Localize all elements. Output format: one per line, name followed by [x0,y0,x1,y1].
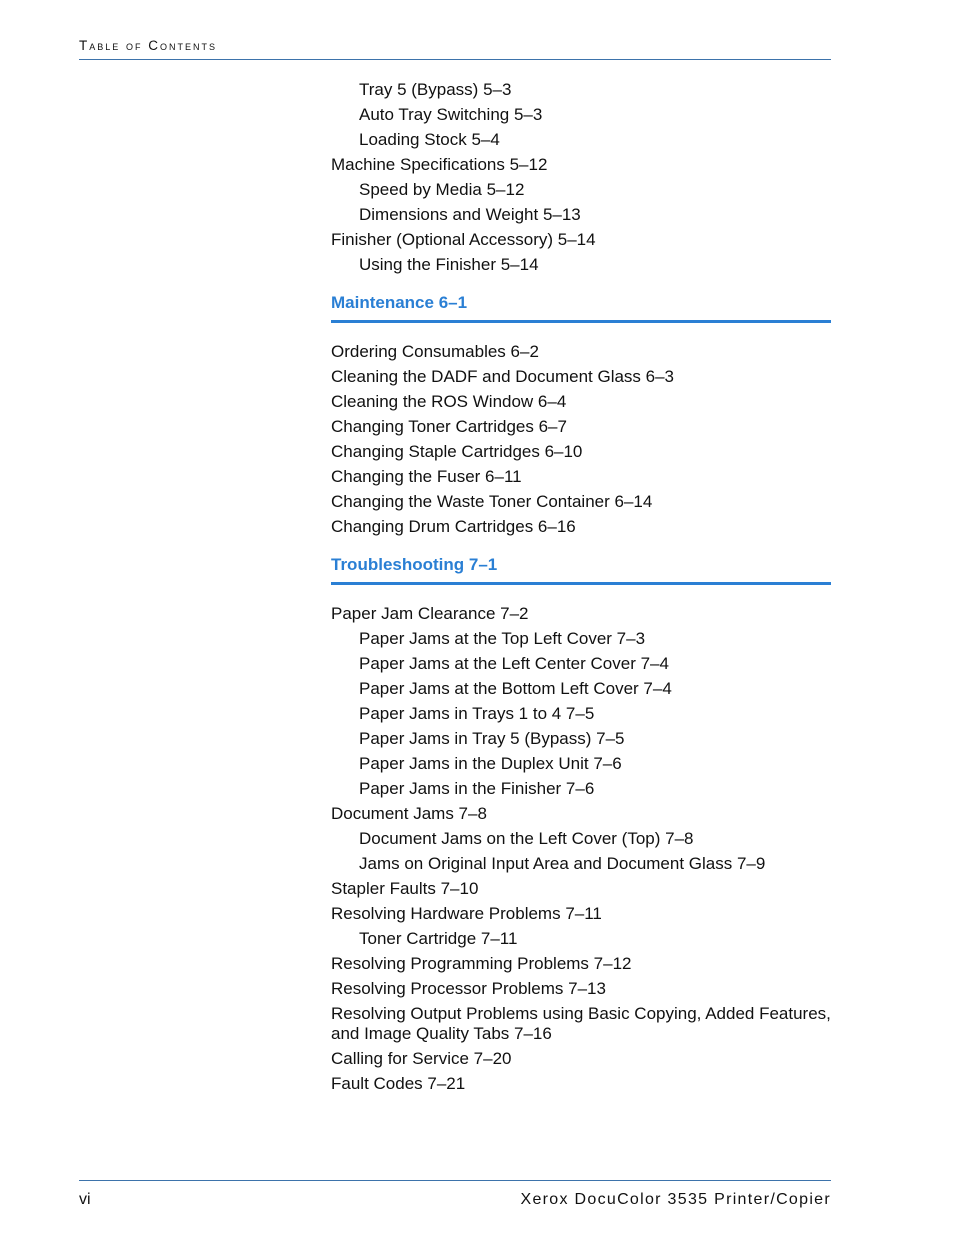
toc-entry[interactable]: Jams on Original Input Area and Document Glass 7–9 [359,854,766,873]
maintenance-section-heading [331,292,831,323]
running-header-title: Table of Contents [79,38,218,53]
footer-rule [79,1180,831,1181]
toc-entry[interactable]: Auto Tray Switching 5–3 [359,105,543,124]
toc-entry[interactable]: Finisher (Optional Accessory) 5–14 [331,230,596,249]
toc-entry[interactable]: Document Jams 7–8 [331,804,487,823]
toc-entry[interactable]: Cleaning the ROS Window 6–4 [331,392,567,411]
toc-entry[interactable]: Paper Jam Clearance 7–2 [331,604,529,623]
section-rule [331,582,831,585]
toc-entry[interactable]: Paper Jams in Tray 5 (Bypass) 7–5 [359,729,625,748]
toc-entry[interactable]: Paper Jams at the Top Left Cover 7–3 [359,629,646,648]
toc-entry[interactable]: Stapler Faults 7–10 [331,879,479,898]
toc-entry[interactable]: Loading Stock 5–4 [359,130,500,149]
toc-intro-list [331,77,831,277]
toc-entry[interactable]: Changing Staple Cartridges 6–10 [331,442,583,461]
toc-entry[interactable]: Tray 5 (Bypass) 5–3 [359,80,512,99]
toc-entry[interactable]: Using the Finisher 5–14 [359,255,539,274]
page-number: vi [79,1191,91,1208]
troubleshooting-heading[interactable]: Troubleshooting 7–1 [331,555,498,574]
toc-entry[interactable]: Resolving Programming Problems 7–12 [331,954,632,973]
toc-content [331,77,831,1096]
toc-entry[interactable]: Document Jams on the Left Cover (Top) 7–8 [359,829,694,848]
toc-entry[interactable]: Changing the Waste Toner Container 6–14 [331,492,653,511]
toc-entry[interactable]: Cleaning the DADF and Document Glass 6–3 [331,367,675,386]
toc-entry[interactable]: Resolving Hardware Problems 7–11 [331,904,602,923]
header-rule [79,59,831,60]
toc-entry[interactable]: Paper Jams in the Duplex Unit 7–6 [359,754,622,773]
toc-entry[interactable]: Paper Jams at the Bottom Left Cover 7–4 [359,679,672,698]
toc-entry[interactable]: Fault Codes 7–21 [331,1074,466,1093]
toc-entry[interactable]: Machine Specifications 5–12 [331,155,548,174]
toc-entry[interactable]: Changing Toner Cartridges 6–7 [331,417,567,436]
maintenance-list [331,339,831,539]
footer-product-name: Xerox DocuColor 3535 Printer/Copier [520,1191,831,1208]
toc-entry[interactable]: Speed by Media 5–12 [359,180,525,199]
toc-entry[interactable]: Paper Jams in Trays 1 to 4 7–5 [359,704,595,723]
toc-entry[interactable]: Resolving Processor Problems 7–13 [331,979,606,998]
toc-entry[interactable]: Dimensions and Weight 5–13 [359,205,581,224]
toc-entry[interactable]: Paper Jams in the Finisher 7–6 [359,779,595,798]
toc-entry[interactable]: Calling for Service 7–20 [331,1049,512,1068]
toc-entry[interactable]: Toner Cartridge 7–11 [359,929,518,948]
toc-entry[interactable]: Resolving Output Problems using Basic Copying, Added Features, and Image Quality Tabs 7–16 [331,1004,831,1043]
maintenance-heading[interactable]: Maintenance 6–1 [331,293,468,312]
troubleshooting-section-heading [331,554,831,585]
toc-entry[interactable]: Paper Jams at the Left Center Cover 7–4 [359,654,669,673]
toc-entry[interactable]: Changing the Fuser 6–11 [331,467,522,486]
troubleshooting-list [331,601,831,1096]
toc-entry[interactable]: Ordering Consumables 6–2 [331,342,539,361]
section-rule [331,320,831,323]
toc-entry[interactable]: Changing Drum Cartridges 6–16 [331,517,576,536]
